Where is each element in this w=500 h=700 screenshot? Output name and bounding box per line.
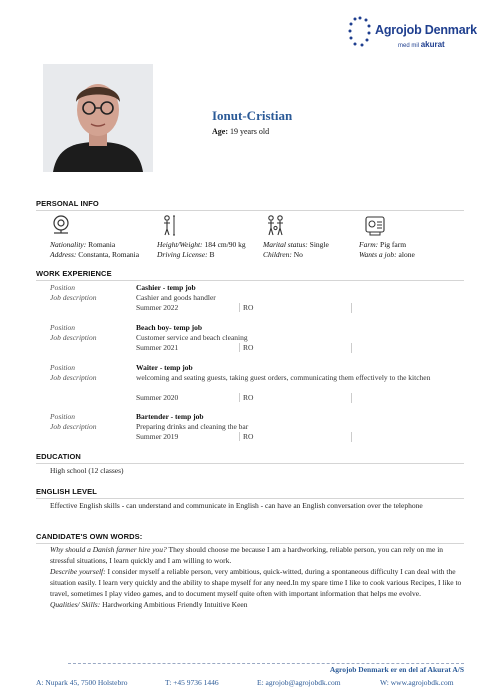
children-value: No bbox=[293, 250, 303, 259]
job-country: RO bbox=[243, 432, 352, 442]
job-date: Summer 2021 bbox=[136, 343, 240, 352]
question-hire: Why should a Danish farmer hire you? bbox=[50, 545, 167, 554]
footer-company: Agrojob Denmark er en del af Akurat A/S bbox=[329, 665, 464, 674]
logo-sub-prefix: med mil bbox=[398, 43, 420, 49]
wants-label: Wants a job: bbox=[359, 250, 397, 259]
job-description: Customer service and beach cleaning bbox=[136, 333, 248, 342]
footer-email-link[interactable]: E: agrojob@agrojobdk.com bbox=[257, 678, 341, 687]
farm-label: Farm: bbox=[359, 240, 379, 249]
logo-brand: Agrojob Denmark bbox=[375, 23, 477, 37]
marital-label: Marital status: bbox=[263, 240, 308, 249]
english-text: Effective English skills - can understand and communicate in English - can have an English conversation over the telephone bbox=[50, 501, 423, 510]
english-level-heading: ENGLISH LEVEL bbox=[36, 487, 97, 496]
nationality-label: Nationality: bbox=[50, 240, 87, 249]
divider bbox=[36, 498, 464, 499]
job-title: Cashier - temp job bbox=[136, 283, 196, 292]
footer-address: A: Nupark 45, 7500 Holstebro bbox=[36, 678, 128, 687]
footer-phone: T: +45 9736 1446 bbox=[165, 678, 219, 687]
job-document-icon bbox=[364, 214, 386, 236]
height-license bbox=[157, 240, 246, 260]
marital-value: Single bbox=[309, 240, 329, 249]
eu-stars-icon bbox=[348, 16, 372, 50]
question-describe: Describe yourself: bbox=[50, 567, 106, 576]
candidate-name: Ionut-Cristian bbox=[212, 108, 293, 123]
job-date: Summer 2022 bbox=[136, 303, 240, 312]
candidate-age bbox=[212, 127, 269, 136]
footer-website-link[interactable]: W: www.agrojobdk.com bbox=[380, 678, 454, 687]
wants-value: alone bbox=[398, 250, 415, 259]
age-label: Age: bbox=[212, 127, 228, 136]
divider bbox=[36, 463, 464, 464]
divider bbox=[36, 210, 464, 211]
job-date: Summer 2020 bbox=[136, 393, 240, 402]
location-icon bbox=[50, 214, 72, 236]
answer-describe: I consider myself a reliable person, very ambitious, quick-witted, during a spontaneous difficulty I can deal with the situation easily. I learn very quickly and the ability to shape myself for any need.In my spare time I like to cook various Recipes, I like to travel, sometimes I play video games, and to document myself quite often with important information that helps me evolve. bbox=[50, 567, 462, 598]
divider bbox=[36, 280, 464, 281]
job-title: Beach boy- temp job bbox=[136, 323, 203, 332]
nationality-address bbox=[50, 240, 139, 260]
children-label: Children: bbox=[263, 250, 292, 259]
family-icon bbox=[265, 214, 287, 236]
person-photo-icon bbox=[43, 64, 153, 172]
address-label: Address: bbox=[50, 250, 77, 259]
address-value: Constanta, Romania bbox=[78, 250, 140, 259]
company-logo bbox=[348, 14, 477, 54]
farm-wants bbox=[359, 240, 415, 260]
job-description-label: Job description bbox=[50, 293, 97, 302]
answer-hire: They should choose me because I am a hardworking, reliable person, you can rely on me in stressful situations, I learn quickly and I am willing to work. bbox=[50, 545, 444, 565]
own-words-heading: CANDIDATE'S OWN WORDS: bbox=[36, 532, 143, 541]
job-country: RO bbox=[243, 343, 352, 353]
position-label: Position bbox=[50, 363, 76, 372]
job-country: RO bbox=[243, 393, 352, 403]
education-heading: EDUCATION bbox=[36, 452, 81, 461]
farm-value: Pig farm bbox=[380, 240, 407, 249]
work-experience-heading: WORK EXPERIENCE bbox=[36, 269, 112, 278]
nationality-value: Romania bbox=[88, 240, 116, 249]
height-weight-icon bbox=[158, 214, 180, 236]
job-description: Preparing drinks and cleaning the bar bbox=[136, 422, 249, 431]
marital-children bbox=[263, 240, 329, 260]
job-country: RO bbox=[243, 303, 352, 313]
height-label: Height/Weight: bbox=[157, 240, 203, 249]
logo-sub-brand: akurat bbox=[420, 40, 445, 49]
job-title: Waiter - temp job bbox=[136, 363, 193, 372]
candidate-photo bbox=[43, 64, 153, 172]
position-label: Position bbox=[50, 323, 76, 332]
logo-subtitle bbox=[398, 40, 445, 49]
personal-info-heading: PERSONAL INFO bbox=[36, 199, 99, 208]
height-value: 184 cm/90 kg bbox=[204, 240, 246, 249]
footer-divider bbox=[68, 663, 464, 664]
job-description-label: Job description bbox=[50, 422, 97, 431]
position-label: Position bbox=[50, 412, 76, 421]
job-description-label: Job description bbox=[50, 333, 97, 342]
question-skills: Qualities/ Skills: bbox=[50, 600, 101, 609]
position-label: Position bbox=[50, 283, 76, 292]
license-value: B bbox=[209, 250, 215, 259]
age-value: 19 years old bbox=[230, 127, 270, 136]
own-words-text bbox=[50, 544, 465, 610]
job-title: Bartender - temp job bbox=[136, 412, 204, 421]
job-description-label: Job description bbox=[50, 373, 97, 382]
answer-skills: Hardworking Ambitious Friendly Intuitive Keen bbox=[102, 600, 248, 609]
license-label: Driving License: bbox=[157, 250, 208, 259]
education-text: High school (12 classes) bbox=[50, 466, 124, 475]
job-description: Cashier and goods handler bbox=[136, 293, 216, 302]
job-date: Summer 2019 bbox=[136, 432, 240, 441]
job-description: welcoming and seating guests, taking guest orders, communicating them effectively to the kitchen bbox=[136, 373, 431, 382]
